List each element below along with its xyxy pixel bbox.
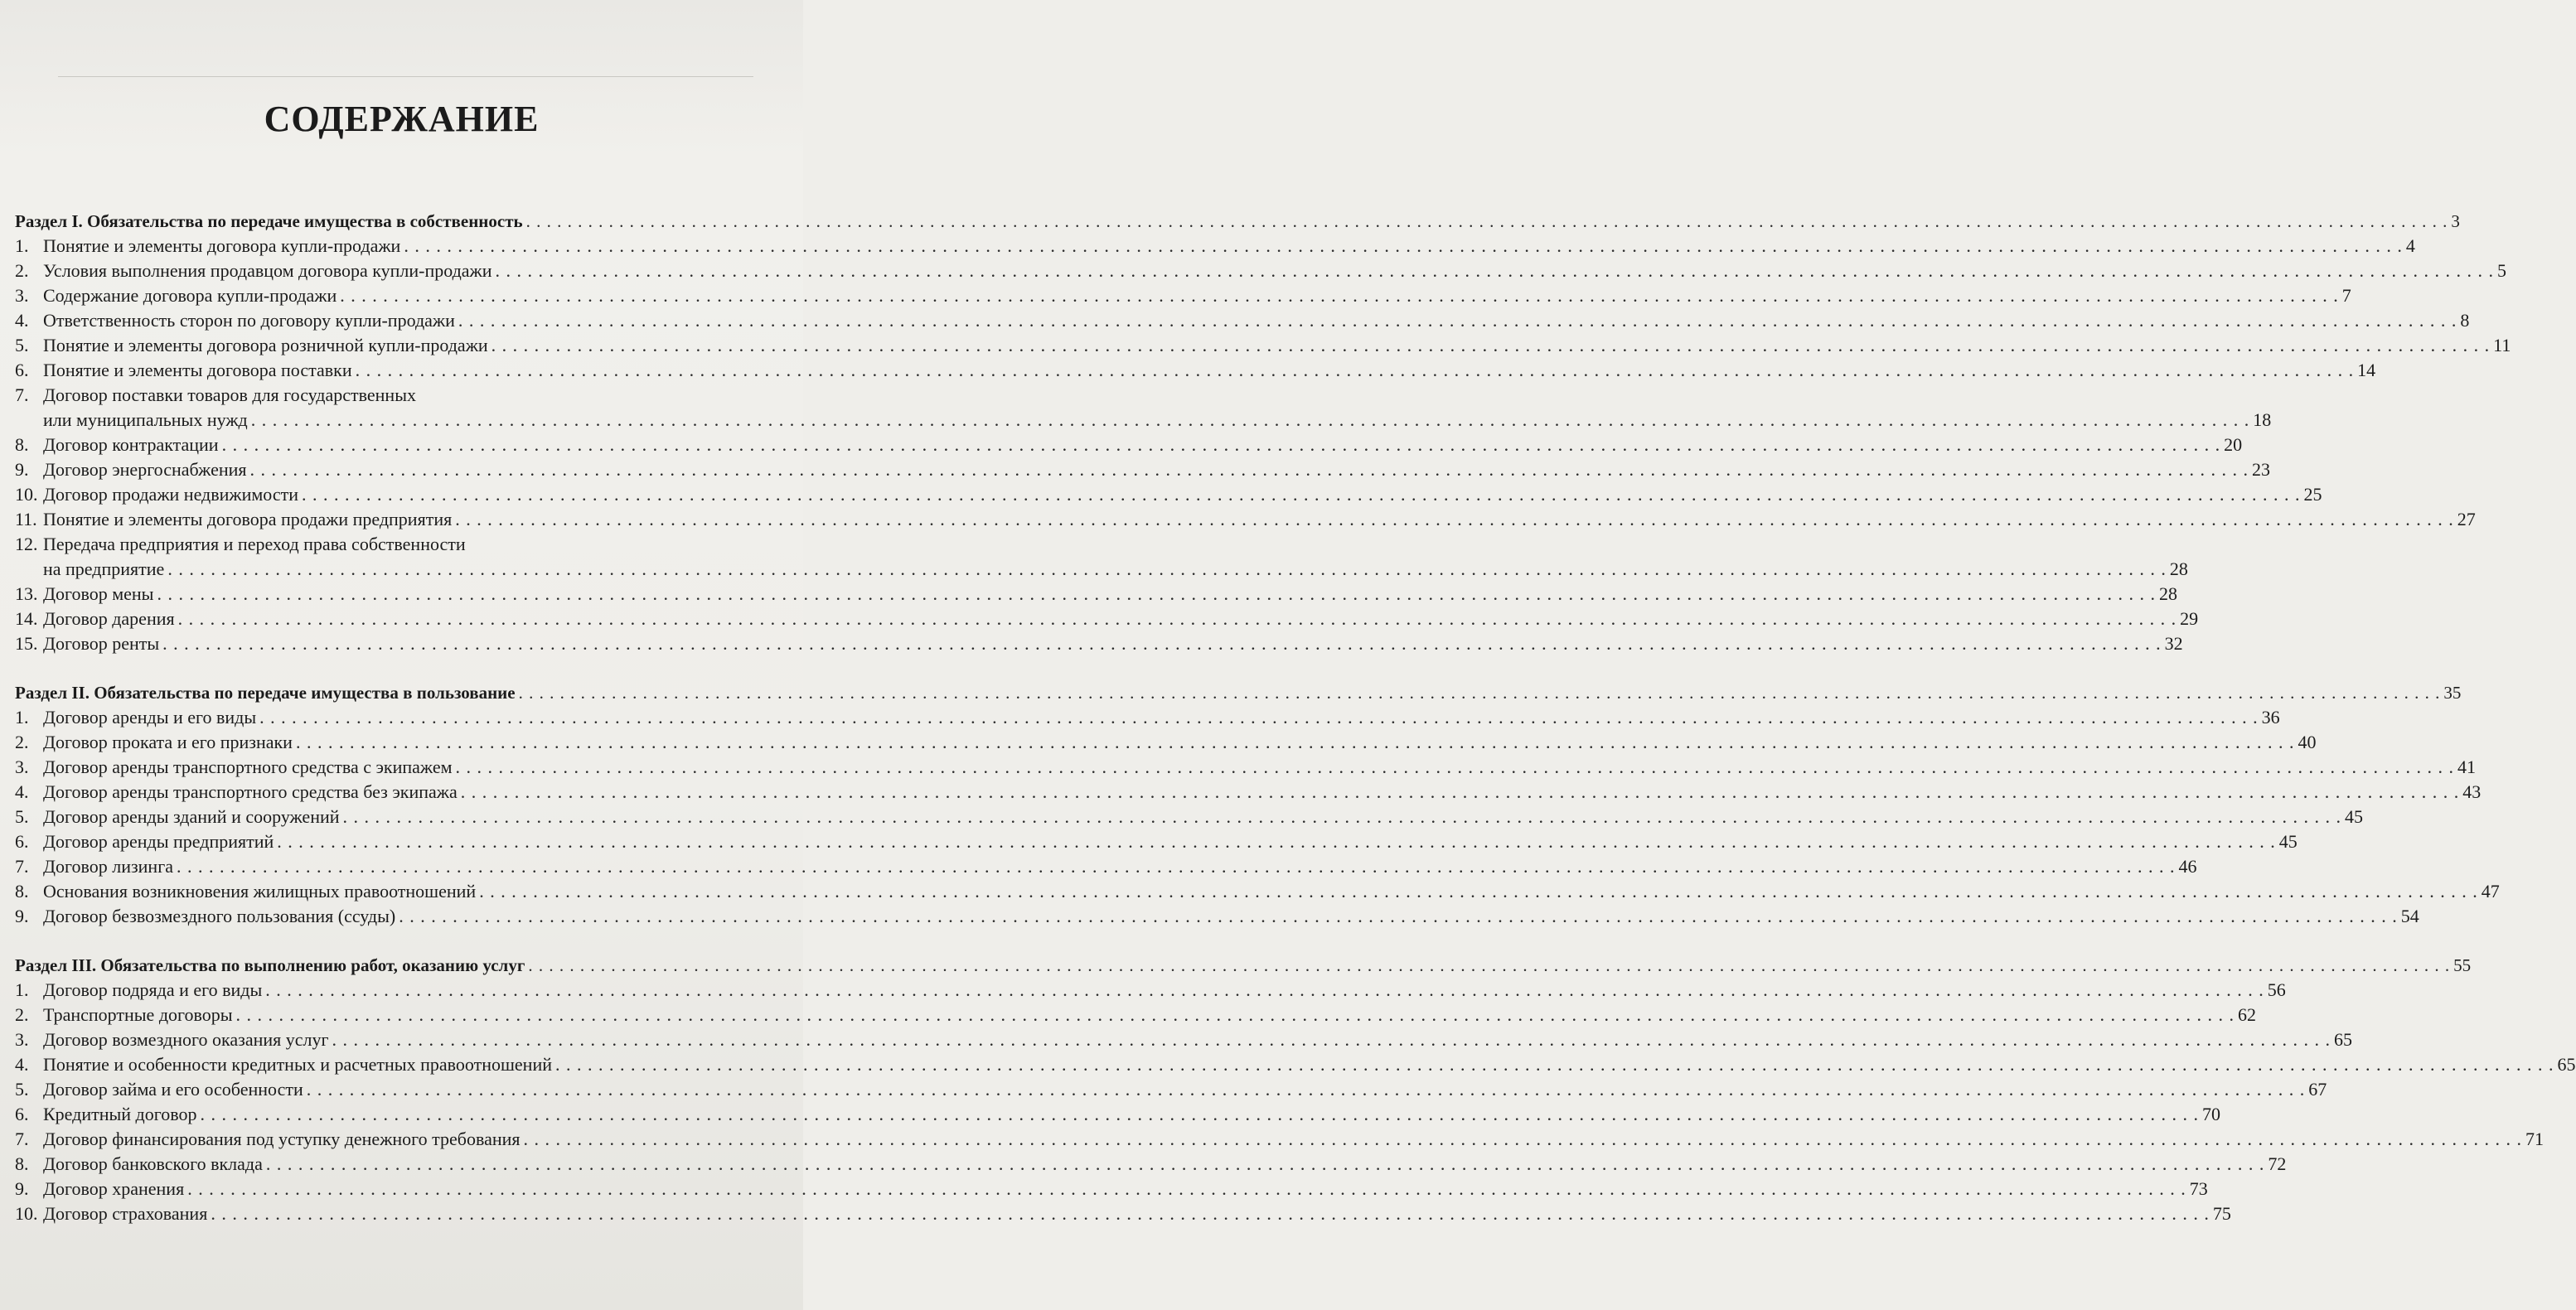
section-spacer — [15, 929, 729, 953]
toc-entry[interactable] — [15, 854, 2197, 879]
section-heading[interactable] — [15, 953, 2472, 978]
entry-number: 1. — [15, 707, 29, 728]
dot-leader — [265, 978, 2264, 1003]
entry-number: 13. — [15, 583, 38, 604]
page-number: 35 — [2443, 683, 2462, 703]
dot-leader — [222, 433, 2221, 457]
toc-entry[interactable] — [15, 1003, 2257, 1027]
toc-entry[interactable] — [15, 1201, 2231, 1226]
dot-leader — [167, 557, 2167, 582]
toc-entry[interactable] — [15, 333, 2511, 358]
dot-leader — [524, 1127, 2523, 1152]
dot-leader — [250, 457, 2249, 482]
entry-number: 3. — [15, 285, 29, 306]
section-heading[interactable] — [15, 680, 2462, 705]
entry-title: на предприятие — [43, 558, 165, 579]
running-header-rule — [58, 76, 753, 77]
dot-leader — [343, 805, 2342, 829]
entry-title: Транспортные договоры — [43, 1004, 233, 1025]
table-of-contents — [15, 209, 2576, 1226]
entry-number: 6. — [15, 1104, 29, 1124]
entry-number: 5. — [15, 806, 29, 827]
entry-title: Ответственность сторон по договору купли-продажи — [43, 310, 455, 331]
entry-title: или муниципальных нужд — [43, 409, 248, 430]
section-heading-text: Раздел I. Обязательства по передаче имущества в собственность — [15, 211, 523, 231]
toc-entry[interactable] — [15, 1177, 2208, 1201]
entry-number: 10. — [15, 484, 38, 505]
dot-leader — [162, 631, 2162, 656]
toc-entry[interactable] — [15, 457, 2271, 482]
page-number: 62 — [2238, 1004, 2257, 1025]
toc-entry[interactable] — [15, 805, 2364, 829]
dot-leader — [332, 1027, 2331, 1052]
section-heading-text: Раздел III. Обязательства по выполнению работ, оказанию услуг — [15, 955, 525, 975]
toc-entry[interactable] — [15, 308, 2470, 333]
entry-title: Основания возникновения жилищных правоотношений — [43, 881, 477, 902]
entry-title: Договор возмездного оказания услуг — [43, 1029, 329, 1050]
page-number: 25 — [2303, 484, 2322, 505]
dot-leader — [157, 582, 2156, 607]
entry-number: 10. — [15, 1203, 38, 1224]
page-number: 55 — [2453, 955, 2472, 975]
toc-entry[interactable] — [15, 408, 2272, 433]
entry-title: Договор займа и его особенности — [43, 1079, 303, 1100]
page-number: 45 — [2345, 806, 2364, 827]
toc-entry[interactable] — [15, 1102, 2220, 1127]
dot-leader — [526, 209, 2448, 234]
page-number: 65 — [2334, 1029, 2353, 1050]
dot-leader — [302, 482, 2301, 507]
entry-title: Понятие и особенности кредитных и расчетных правоотношений — [43, 1054, 552, 1075]
entry-title: Передача предприятия и переход права собственности — [43, 534, 466, 554]
entry-title: Договор поставки товаров для государственных — [43, 384, 416, 405]
entry-title: Понятие и элементы договора купли-продажи — [43, 235, 401, 256]
entry-number: 4. — [15, 1054, 29, 1075]
page-number: 36 — [2261, 707, 2280, 728]
entry-number: 1. — [15, 979, 29, 1000]
dot-leader — [177, 854, 2176, 879]
toc-entry[interactable] — [15, 557, 2188, 582]
toc-entry[interactable] — [15, 283, 2351, 308]
dot-leader — [404, 234, 2403, 259]
entry-title: Договор энергоснабжения — [43, 459, 247, 480]
page-number: 46 — [2178, 856, 2197, 877]
page-number: 40 — [2298, 732, 2317, 752]
section-heading[interactable] — [15, 209, 2460, 234]
entry-title: Понятие и элементы договора поставки — [43, 360, 352, 380]
toc-entry[interactable] — [15, 259, 2507, 283]
entry-title: Договор лизинга — [43, 856, 173, 877]
entry-title: Договор ренты — [43, 633, 160, 654]
page-number: 56 — [2267, 979, 2286, 1000]
page-number: 54 — [2400, 906, 2419, 926]
entry-number: 2. — [15, 260, 29, 281]
toc-entry[interactable] — [15, 904, 2419, 929]
page-number: 65 — [2557, 1054, 2576, 1075]
toc-entry-first-line[interactable] — [15, 383, 729, 408]
entry-number: 3. — [15, 1029, 29, 1050]
entry-number: 8. — [15, 881, 29, 902]
entry-number: 3. — [15, 757, 29, 777]
dot-leader — [236, 1003, 2235, 1027]
toc-entry[interactable] — [15, 1027, 2353, 1052]
dot-leader — [456, 755, 2455, 780]
entry-number: 15. — [15, 633, 38, 654]
toc-entry[interactable] — [15, 1127, 2545, 1152]
page-number: 5 — [2497, 260, 2507, 281]
toc-entry[interactable] — [15, 978, 2286, 1003]
entry-number: 2. — [15, 1004, 29, 1025]
page-number: 8 — [2460, 310, 2470, 331]
toc-entry[interactable] — [15, 1152, 2287, 1177]
page-number: 23 — [2252, 459, 2271, 480]
page-number: 70 — [2201, 1104, 2220, 1124]
entry-title: Договор аренды транспортного средства с экипажем — [43, 757, 453, 777]
page-number: 72 — [2268, 1153, 2287, 1174]
dot-leader — [266, 1152, 2265, 1177]
entry-number: 5. — [15, 1079, 29, 1100]
entry-number: 2. — [15, 732, 29, 752]
entry-number: 8. — [15, 434, 29, 455]
page-number: 11 — [2493, 335, 2511, 355]
entry-title: Понятие и элементы договора розничной купли-продажи — [43, 335, 488, 355]
toc-entry[interactable] — [15, 507, 2476, 532]
page-number: 4 — [2405, 235, 2415, 256]
entry-number: 8. — [15, 1153, 29, 1174]
entry-number: 11. — [15, 509, 37, 529]
entry-title: Договор проката и его признаки — [43, 732, 293, 752]
entry-title: Договор аренды зданий и сооружений — [43, 806, 340, 827]
entry-title: Договор финансирования под уступку денежного требования — [43, 1129, 521, 1149]
entry-number: 14. — [15, 608, 38, 629]
page-number: 20 — [2224, 434, 2243, 455]
toc-entry[interactable] — [15, 755, 2477, 780]
toc-section — [15, 680, 2500, 929]
dot-leader — [296, 730, 2295, 755]
dot-leader — [277, 829, 2276, 854]
dot-leader — [491, 333, 2491, 358]
toc-entry[interactable] — [15, 780, 2482, 805]
page-number: 75 — [2212, 1203, 2231, 1224]
toc-entry[interactable] — [15, 879, 2500, 904]
toc-entry[interactable] — [15, 829, 2298, 854]
dot-leader — [496, 259, 2495, 283]
dot-leader — [555, 1052, 2554, 1077]
page-number: 73 — [2189, 1178, 2208, 1199]
toc-entry[interactable] — [15, 705, 2280, 730]
page-number: 18 — [2253, 409, 2272, 430]
entry-title: Договор дарения — [43, 608, 175, 629]
toc-section — [15, 953, 2576, 1226]
entry-number: 9. — [15, 1178, 29, 1199]
entry-title: Условия выполнения продавцом договора купли-продажи — [43, 260, 492, 281]
page-title: СОДЕРЖАНИЕ — [264, 99, 540, 139]
entry-title: Кредитный договор — [43, 1104, 197, 1124]
entry-number: 12. — [15, 534, 38, 554]
page-number: 3 — [2451, 211, 2460, 231]
dot-leader — [307, 1077, 2306, 1102]
entry-title: Договор мены — [43, 583, 154, 604]
dot-leader — [356, 358, 2355, 383]
page-number: 41 — [2457, 757, 2477, 777]
dot-leader — [178, 607, 2177, 631]
toc-entry[interactable] — [15, 1077, 2327, 1102]
toc-entry-first-line[interactable] — [15, 532, 729, 557]
dot-leader — [259, 705, 2259, 730]
toc-entry[interactable] — [15, 607, 2199, 631]
page-number: 67 — [2308, 1079, 2327, 1100]
page-number: 29 — [2180, 608, 2199, 629]
entry-number: 1. — [15, 235, 29, 256]
entry-number: 4. — [15, 781, 29, 802]
entry-number: 5. — [15, 335, 29, 355]
entry-number: 9. — [15, 906, 29, 926]
dot-leader — [455, 507, 2454, 532]
dot-leader — [399, 904, 2398, 929]
entry-number: 7. — [15, 1129, 29, 1149]
dot-leader — [479, 879, 2478, 904]
dot-leader — [187, 1177, 2186, 1201]
entry-number: 6. — [15, 360, 29, 380]
page-number: 28 — [2158, 583, 2177, 604]
page-number: 14 — [2357, 360, 2376, 380]
toc-entry[interactable] — [15, 582, 2177, 607]
entry-number: 9. — [15, 459, 29, 480]
toc-entry[interactable] — [15, 433, 2243, 457]
entry-title: Договор подряда и его виды — [43, 979, 263, 1000]
page-number: 47 — [2481, 881, 2500, 902]
entry-number: 7. — [15, 384, 29, 405]
entry-number: 7. — [15, 856, 29, 877]
entry-title: Понятие и элементы договора продажи предприятия — [43, 509, 453, 529]
page-number: 43 — [2462, 781, 2482, 802]
entry-title: Договор контрактации — [43, 434, 219, 455]
dot-leader — [458, 308, 2457, 333]
page-number: 28 — [2169, 558, 2188, 579]
toc-entry[interactable] — [15, 730, 2317, 755]
entry-title: Договор хранения — [43, 1178, 185, 1199]
section-heading-text: Раздел II. Обязательства по передаче имущества в пользование — [15, 683, 516, 703]
section-spacer — [15, 656, 729, 680]
toc-section — [15, 209, 2511, 656]
entry-title: Договор аренды транспортного средства без экипажа — [43, 781, 458, 802]
dot-leader — [211, 1201, 2210, 1226]
entry-title: Договор аренды предприятий — [43, 831, 274, 852]
entry-title: Содержание договора купли-продажи — [43, 285, 337, 306]
toc-entry[interactable] — [15, 631, 2183, 656]
dot-leader — [251, 408, 2250, 433]
dot-leader — [461, 780, 2460, 805]
page-number: 32 — [2164, 633, 2183, 654]
toc-entry[interactable] — [15, 234, 2415, 259]
entry-title: Договор страхования — [43, 1203, 208, 1224]
page-number: 45 — [2278, 831, 2298, 852]
entry-number: 4. — [15, 310, 29, 331]
toc-entry[interactable] — [15, 1052, 2576, 1077]
dot-leader — [340, 283, 2339, 308]
entry-title: Договор безвозмездного пользования (ссуды) — [43, 906, 396, 926]
page-number: 7 — [2341, 285, 2351, 306]
toc-entry[interactable] — [15, 358, 2376, 383]
entry-title: Договор аренды и его виды — [43, 707, 257, 728]
page-number: 27 — [2457, 509, 2476, 529]
page-number: 71 — [2525, 1129, 2545, 1149]
dot-leader — [528, 953, 2450, 978]
entry-title: Договор продажи недвижимости — [43, 484, 298, 505]
entry-number: 6. — [15, 831, 29, 852]
toc-entry[interactable] — [15, 482, 2322, 507]
dot-leader — [200, 1102, 2199, 1127]
entry-title: Договор банковского вклада — [43, 1153, 263, 1174]
dot-leader — [519, 680, 2441, 705]
